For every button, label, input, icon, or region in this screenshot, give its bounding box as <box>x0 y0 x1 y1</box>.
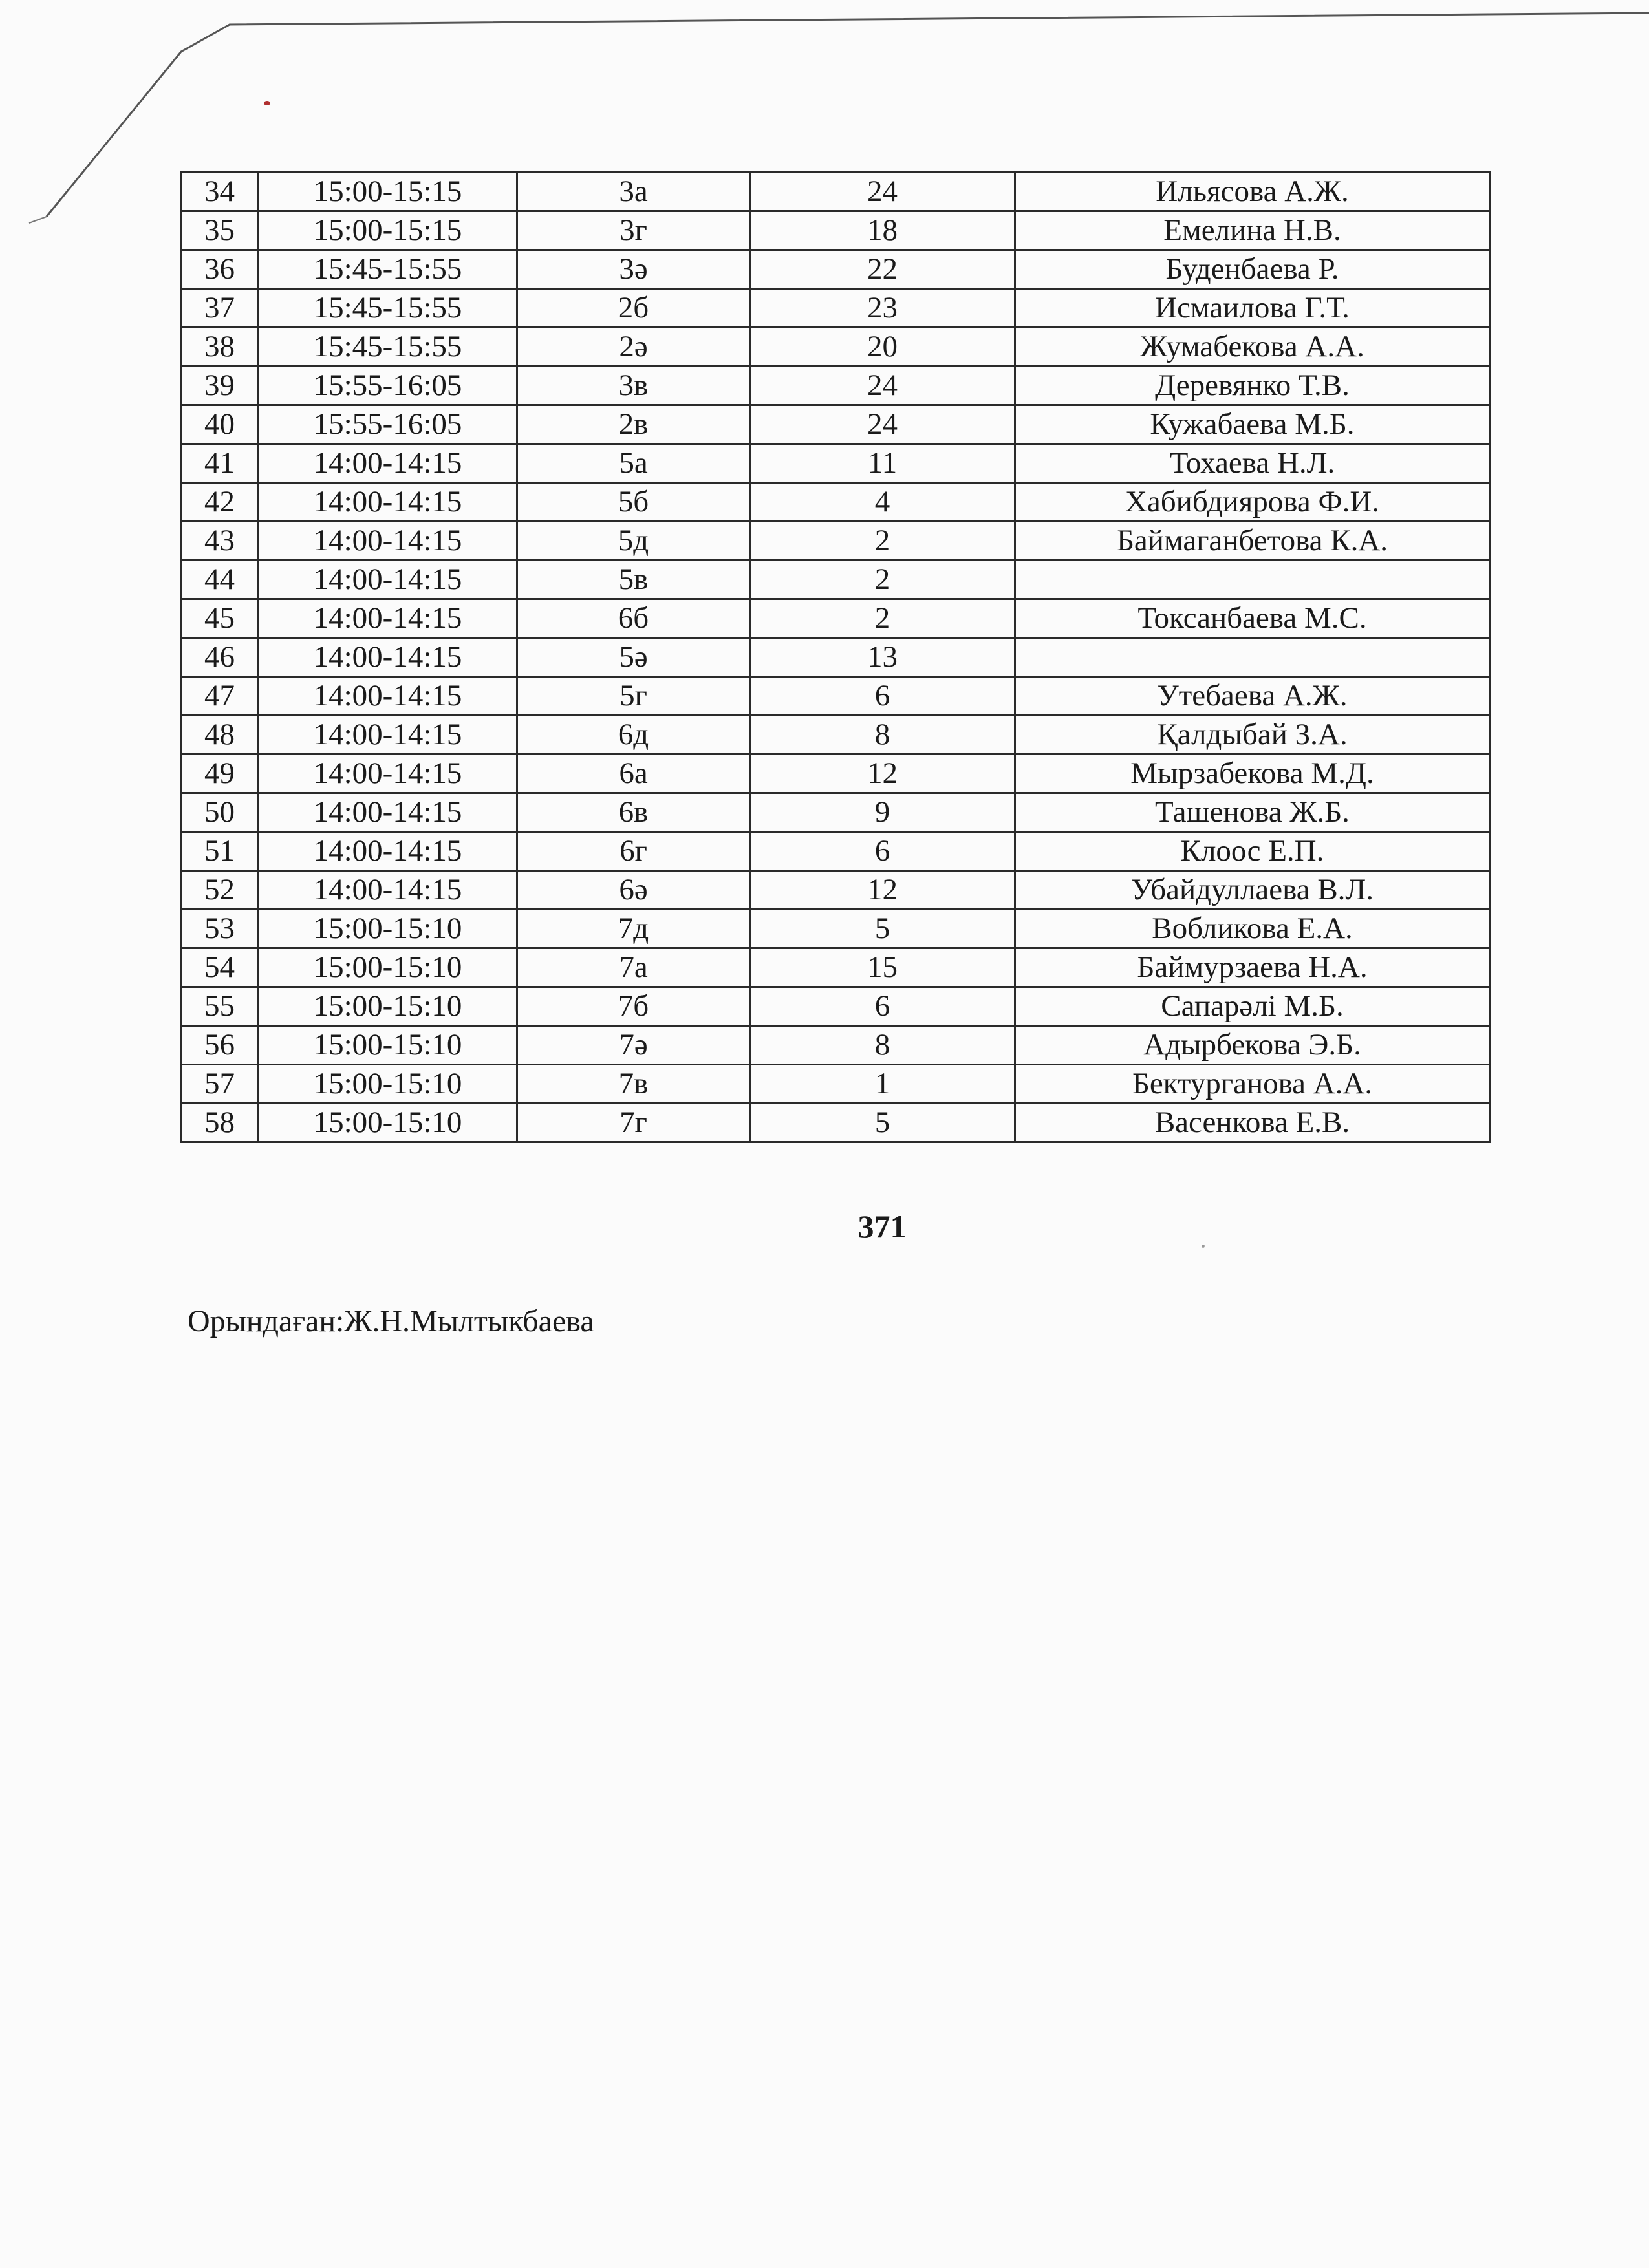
table-row <box>181 211 1490 250</box>
teacher-cell: Тохаева Н.Л. <box>1015 444 1490 483</box>
teacher-cell: Вобликова Е.А. <box>1015 910 1490 948</box>
table-row <box>181 677 1490 716</box>
count-cell: 9 <box>750 793 1015 832</box>
count-cell: 24 <box>750 173 1015 211</box>
teacher-cell: Убайдуллаева В.Л. <box>1015 871 1490 910</box>
ink-speck <box>264 101 270 105</box>
class-cell: 6а <box>517 754 750 793</box>
count-cell: 22 <box>750 250 1015 289</box>
teacher-cell: Ильясова А.Ж. <box>1015 173 1490 211</box>
time-cell: 14:00-14:15 <box>259 561 517 599</box>
time-cell: 15:00-15:10 <box>259 910 517 948</box>
class-cell: 7д <box>517 910 750 948</box>
class-cell: 6г <box>517 832 750 871</box>
time-cell: 14:00-14:15 <box>259 677 517 716</box>
row-number-cell: 49 <box>181 754 259 793</box>
ink-speck <box>1202 1245 1205 1248</box>
table-row <box>181 832 1490 871</box>
class-cell: 2б <box>517 289 750 328</box>
table-row <box>181 871 1490 910</box>
schedule-table <box>180 171 1491 1143</box>
time-cell: 14:00-14:15 <box>259 754 517 793</box>
table-row <box>181 522 1490 561</box>
count-cell: 8 <box>750 1026 1015 1065</box>
time-cell: 15:55-16:05 <box>259 367 517 405</box>
time-cell: 15:00-15:10 <box>259 1065 517 1104</box>
count-cell: 23 <box>750 289 1015 328</box>
count-cell: 6 <box>750 987 1015 1026</box>
table-row <box>181 1026 1490 1065</box>
time-cell: 15:55-16:05 <box>259 405 517 444</box>
teacher-cell: Қалдыбай З.А. <box>1015 716 1490 754</box>
class-cell: 7ә <box>517 1026 750 1065</box>
teacher-cell <box>1015 561 1490 599</box>
count-cell: 13 <box>750 638 1015 677</box>
table-row <box>181 289 1490 328</box>
table-row <box>181 948 1490 987</box>
class-cell: 5г <box>517 677 750 716</box>
table-row <box>181 250 1490 289</box>
row-number-cell: 34 <box>181 173 259 211</box>
table-row <box>181 910 1490 948</box>
count-cell: 4 <box>750 483 1015 522</box>
class-cell: 5ә <box>517 638 750 677</box>
time-cell: 15:45-15:55 <box>259 328 517 367</box>
row-number-cell: 45 <box>181 599 259 638</box>
class-cell: 5в <box>517 561 750 599</box>
teacher-cell: Клоос Е.П. <box>1015 832 1490 871</box>
table-row <box>181 483 1490 522</box>
time-cell: 15:00-15:15 <box>259 211 517 250</box>
teacher-cell: Адырбекова Э.Б. <box>1015 1026 1490 1065</box>
table-row <box>181 561 1490 599</box>
teacher-cell: Сапарәлі М.Б. <box>1015 987 1490 1026</box>
class-cell: 7б <box>517 987 750 1026</box>
time-cell: 14:00-14:15 <box>259 832 517 871</box>
count-cell: 2 <box>750 561 1015 599</box>
class-cell: 7а <box>517 948 750 987</box>
row-number-cell: 40 <box>181 405 259 444</box>
class-cell: 2в <box>517 405 750 444</box>
class-cell: 3а <box>517 173 750 211</box>
count-cell: 2 <box>750 522 1015 561</box>
class-cell: 3ә <box>517 250 750 289</box>
row-number-cell: 41 <box>181 444 259 483</box>
class-cell: 7г <box>517 1104 750 1142</box>
time-cell: 14:00-14:15 <box>259 444 517 483</box>
table-row <box>181 716 1490 754</box>
row-number-cell: 46 <box>181 638 259 677</box>
time-cell: 14:00-14:15 <box>259 599 517 638</box>
table-row <box>181 754 1490 793</box>
class-cell: 5д <box>517 522 750 561</box>
teacher-cell: Исмаилова Г.Т. <box>1015 289 1490 328</box>
table-row <box>181 1065 1490 1104</box>
time-cell: 15:45-15:55 <box>259 289 517 328</box>
count-cell: 11 <box>750 444 1015 483</box>
table-row <box>181 638 1490 677</box>
table-row <box>181 173 1490 211</box>
count-cell: 18 <box>750 211 1015 250</box>
row-number-cell: 53 <box>181 910 259 948</box>
teacher-cell: Ташенова Ж.Б. <box>1015 793 1490 832</box>
row-number-cell: 35 <box>181 211 259 250</box>
count-cell: 24 <box>750 405 1015 444</box>
time-cell: 14:00-14:15 <box>259 522 517 561</box>
time-cell: 15:00-15:10 <box>259 987 517 1026</box>
teacher-cell: Кужабаева М.Б. <box>1015 405 1490 444</box>
row-number-cell: 56 <box>181 1026 259 1065</box>
time-cell: 14:00-14:15 <box>259 638 517 677</box>
class-cell: 6ә <box>517 871 750 910</box>
count-cell: 6 <box>750 832 1015 871</box>
count-cell: 6 <box>750 677 1015 716</box>
count-cell: 12 <box>750 754 1015 793</box>
table-row <box>181 793 1490 832</box>
class-cell: 3в <box>517 367 750 405</box>
row-number-cell: 54 <box>181 948 259 987</box>
teacher-cell: Жумабекова А.А. <box>1015 328 1490 367</box>
table-row <box>181 367 1490 405</box>
total-count: 371 <box>857 1208 907 1245</box>
class-cell: 6б <box>517 599 750 638</box>
teacher-cell: Баймурзаева Н.А. <box>1015 948 1490 987</box>
teacher-cell: Деревянко Т.В. <box>1015 367 1490 405</box>
teacher-cell: Васенкова Е.В. <box>1015 1104 1490 1142</box>
row-number-cell: 50 <box>181 793 259 832</box>
teacher-cell: Мырзабекова М.Д. <box>1015 754 1490 793</box>
teacher-cell: Емелина Н.В. <box>1015 211 1490 250</box>
performed-by-signature: Орындаған:Ж.Н.Мылтыкбаева <box>188 1304 594 1338</box>
class-cell: 3г <box>517 211 750 250</box>
count-cell: 24 <box>750 367 1015 405</box>
row-number-cell: 52 <box>181 871 259 910</box>
table-row <box>181 405 1490 444</box>
table-row <box>181 987 1490 1026</box>
count-cell: 15 <box>750 948 1015 987</box>
teacher-cell: Хабибдиярова Ф.И. <box>1015 483 1490 522</box>
class-cell: 5б <box>517 483 750 522</box>
schedule-table-body <box>181 173 1490 1142</box>
count-cell: 2 <box>750 599 1015 638</box>
table-row <box>181 1104 1490 1142</box>
teacher-cell: Бектурганова А.А. <box>1015 1065 1490 1104</box>
row-number-cell: 38 <box>181 328 259 367</box>
table-row <box>181 599 1490 638</box>
count-cell: 8 <box>750 716 1015 754</box>
class-cell: 7в <box>517 1065 750 1104</box>
row-number-cell: 51 <box>181 832 259 871</box>
row-number-cell: 43 <box>181 522 259 561</box>
time-cell: 15:00-15:15 <box>259 173 517 211</box>
row-number-cell: 39 <box>181 367 259 405</box>
count-cell: 1 <box>750 1065 1015 1104</box>
time-cell: 15:00-15:10 <box>259 1104 517 1142</box>
time-cell: 15:00-15:10 <box>259 1026 517 1065</box>
row-number-cell: 37 <box>181 289 259 328</box>
time-cell: 14:00-14:15 <box>259 716 517 754</box>
count-cell: 5 <box>750 910 1015 948</box>
teacher-cell: Утебаева А.Ж. <box>1015 677 1490 716</box>
row-number-cell: 55 <box>181 987 259 1026</box>
time-cell: 15:45-15:55 <box>259 250 517 289</box>
row-number-cell: 36 <box>181 250 259 289</box>
teacher-cell: Буденбаева Р. <box>1015 250 1490 289</box>
count-cell: 5 <box>750 1104 1015 1142</box>
teacher-cell: Баймаганбетова К.А. <box>1015 522 1490 561</box>
teacher-cell: Токсанбаева М.С. <box>1015 599 1490 638</box>
class-cell: 5а <box>517 444 750 483</box>
time-cell: 14:00-14:15 <box>259 871 517 910</box>
class-cell: 6д <box>517 716 750 754</box>
row-number-cell: 57 <box>181 1065 259 1104</box>
row-number-cell: 44 <box>181 561 259 599</box>
count-cell: 20 <box>750 328 1015 367</box>
time-cell: 15:00-15:10 <box>259 948 517 987</box>
row-number-cell: 48 <box>181 716 259 754</box>
time-cell: 14:00-14:15 <box>259 483 517 522</box>
time-cell: 14:00-14:15 <box>259 793 517 832</box>
table-row <box>181 444 1490 483</box>
row-number-cell: 47 <box>181 677 259 716</box>
count-cell: 12 <box>750 871 1015 910</box>
class-cell: 2ә <box>517 328 750 367</box>
table-row <box>181 328 1490 367</box>
row-number-cell: 42 <box>181 483 259 522</box>
teacher-cell <box>1015 638 1490 677</box>
row-number-cell: 58 <box>181 1104 259 1142</box>
class-cell: 6в <box>517 793 750 832</box>
